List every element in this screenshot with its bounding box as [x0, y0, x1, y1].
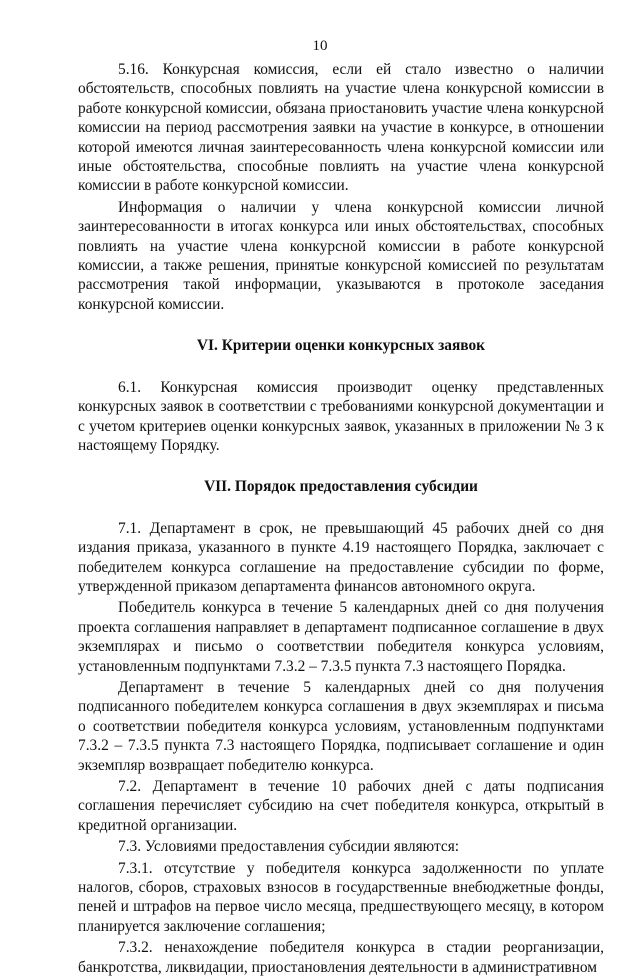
- paragraph-7-3-1: 7.3.1. отсутствие у победителя конкурса задолженности по уплате налогов, сборов, страховых взносов в государственные внебюджетные фонды, пеней и штрафов на первое число месяца, предшествующего месяцу, в котором планируется заключение соглашения;: [78, 859, 604, 935]
- paragraph-winner-obligation: Победитель конкурса в течение 5 календарных дней со дня получения проекта соглашения направляет в департамент подписанное соглашение в двух экземплярах и письмо о соответствии победителя конкурса условиям, установленным подпунктами 7.3.2 – 7.3.5 пункта 7.3 настоящего Порядка.: [78, 599, 604, 675]
- page-number: 10: [312, 38, 328, 54]
- paragraph-information: Информация о наличии у члена конкурсной комиссии личной заинтересованности в итогах конкурса или иных обстоятельствах, способных повлиять на участие члена конкурсной комиссии в работе конкурсной комиссии, а также решения, принятые конкурсной комиссией по результатам рассмотрения такой информации, указываются в протоколе заседания конкурсной комиссии.: [78, 198, 604, 313]
- paragraph-7-2: 7.2. Департамент в течение 10 рабочих дней с даты подписания соглашения перечисляет субсидию на счет победителя конкурса, открытый в кредитной организации.: [78, 778, 604, 834]
- section-heading-7: VII. Порядок предоставления субсидии: [204, 478, 478, 496]
- paragraph-7-1: 7.1. Департамент в срок, не превышающий 45 рабочих дней со дня издания приказа, указанного в пункте 4.19 настоящего Порядка, заключает с победителем конкурса соглашение на предоставление субсидии по форме, утвержденной приказом департамента финансов автономного округа.: [78, 519, 604, 595]
- paragraph-7-3: 7.3. Условиями предоставления субсидии являются:: [118, 838, 460, 856]
- paragraph-6-1: 6.1. Конкурсная комиссия производит оценку представленных конкурсных заявок в соответствии с требованиями конкурсной документации и с учетом критериев оценки конкурсных заявок, указанных в приложении № 3 к настоящему Порядку.: [78, 378, 604, 454]
- paragraph-7-3-2: 7.3.2. ненахождение победителя конкурса в стадии реорганизации, банкротства, ликвидации, приостановления деятельности в административном: [78, 939, 604, 976]
- document-body: [78, 60, 604, 977]
- section-heading-6: VI. Критерии оценки конкурсных заявок: [196, 337, 486, 355]
- paragraph-department-signing: Департамент в течение 5 календарных дней со дня получения подписанного победителем конкурса соглашения в двух экземплярах и письма о соответствии победителя конкурса условиям, установленным подпунктами 7.3.2 – 7.3.5 пункта 7.3 настоящего Порядка, подписывает соглашение и один экземпляр возвращает победителю конкурса.: [78, 678, 604, 774]
- paragraph-5-16: 5.16. Конкурсная комиссия, если ей стало известно о наличии обстоятельств, способных повлиять на участие члена конкурсной комиссии в работе конкурсной комиссии, обязана приостановить участие члена конкурсной комиссии на период рассмотрения заявки на участие в конкурсе, в отношении которой имеются личная заинтересованность члена конкурсной комиссии или иные обстоятельства, способные повлиять на участие члена конкурсной комиссии в работе конкурсной комиссии.: [78, 61, 604, 195]
